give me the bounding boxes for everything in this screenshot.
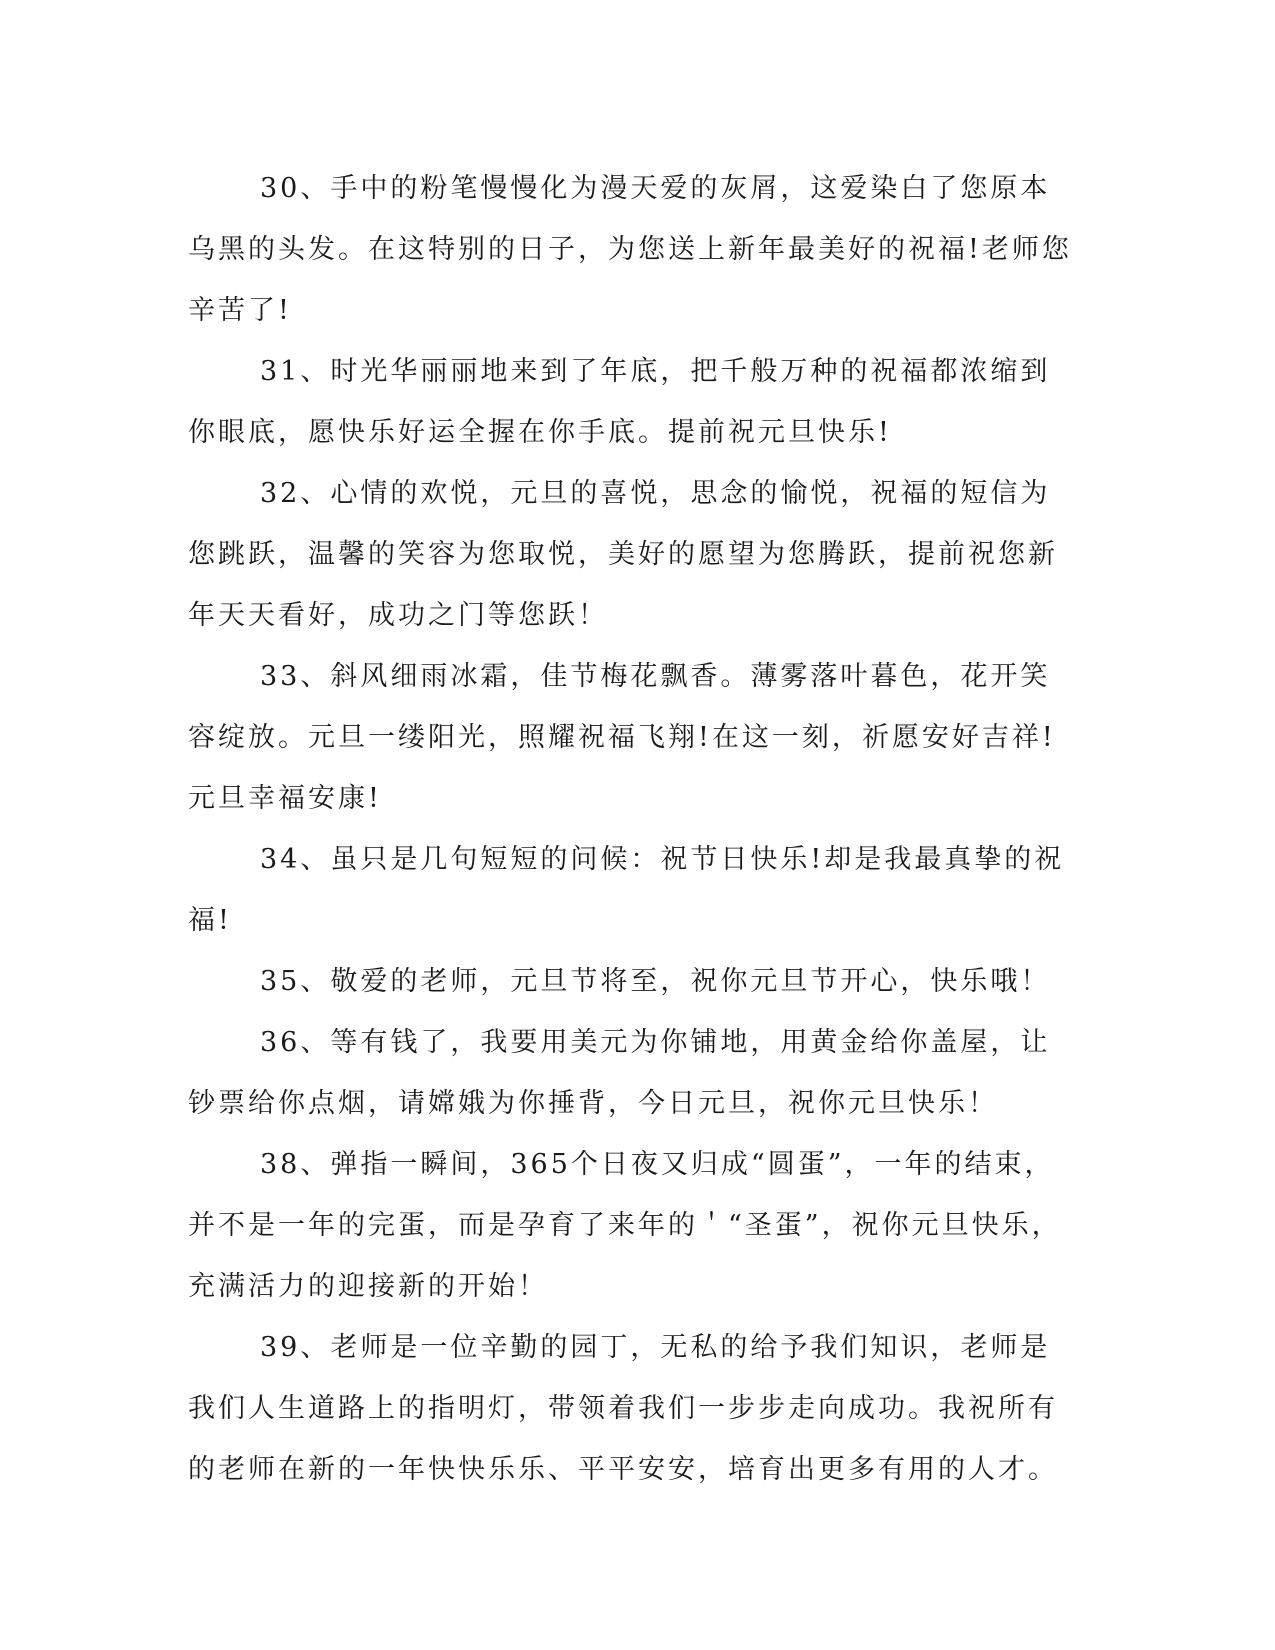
paragraph-32: 32、心情的欢悦，元旦的喜悦，思念的愉悦，祝福的短信为您跳跃，温馨的笑容为您取悦，美好的愿望为您腾跃，提前祝您新年天天看好，成功之门等您跃！ <box>188 478 1058 631</box>
paragraph-30: 30、手中的粉笔慢慢化为漫天爱的灰屑，这爱染白了您原本乌黑的头发。在这特别的日子，为您送上新年最美好的祝福!老师您辛苦了! <box>188 173 1072 326</box>
paragraph-36: 36、等有钱了，我要用美元为你铺地，用黄金给你盖屋，让钞票给你点烟，请嫦娥为你捶背，今日元旦，祝你元旦快乐！ <box>188 1027 1051 1119</box>
paragraph-34: 34、虽只是几句短短的问候：祝节日快乐!却是我最真挚的祝福! <box>188 844 1065 936</box>
document-body <box>188 158 1078 1500</box>
paragraph-33: 33、斜风细雨冰霜，佳节梅花飘香。薄雾落叶暮色，花开笑容绽放。元旦一缕阳光，照耀祝福飞翔!在这一刻，祈愿安好吉祥!元旦幸福安康! <box>188 661 1056 814</box>
paragraph-31: 31、时光华丽丽地来到了年底，把千般万种的祝福都浓缩到你眼底，愿快乐好运全握在你手底。提前祝元旦快乐! <box>188 356 1051 448</box>
paragraph-38: 38、弹指一瞬间，365个日夜又归成“圆蛋”，一年的结束，并不是一年的完蛋，而是孕育了来年的＇“圣蛋”，祝你元旦快乐，充满活力的迎接新的开始！ <box>188 1149 1062 1302</box>
paragraph-35: 35、敬爱的老师，元旦节将至，祝你元旦节开心，快乐哦！ <box>260 966 1051 997</box>
paragraph-39: 39、老师是一位辛勤的园丁，无私的给予我们知识，老师是我们人生道路上的指明灯，带领着我们一步步走向成功。我祝所有的老师在新的一年快快乐乐、平平安安，培育出更多有用的人才。 <box>188 1332 1058 1485</box>
